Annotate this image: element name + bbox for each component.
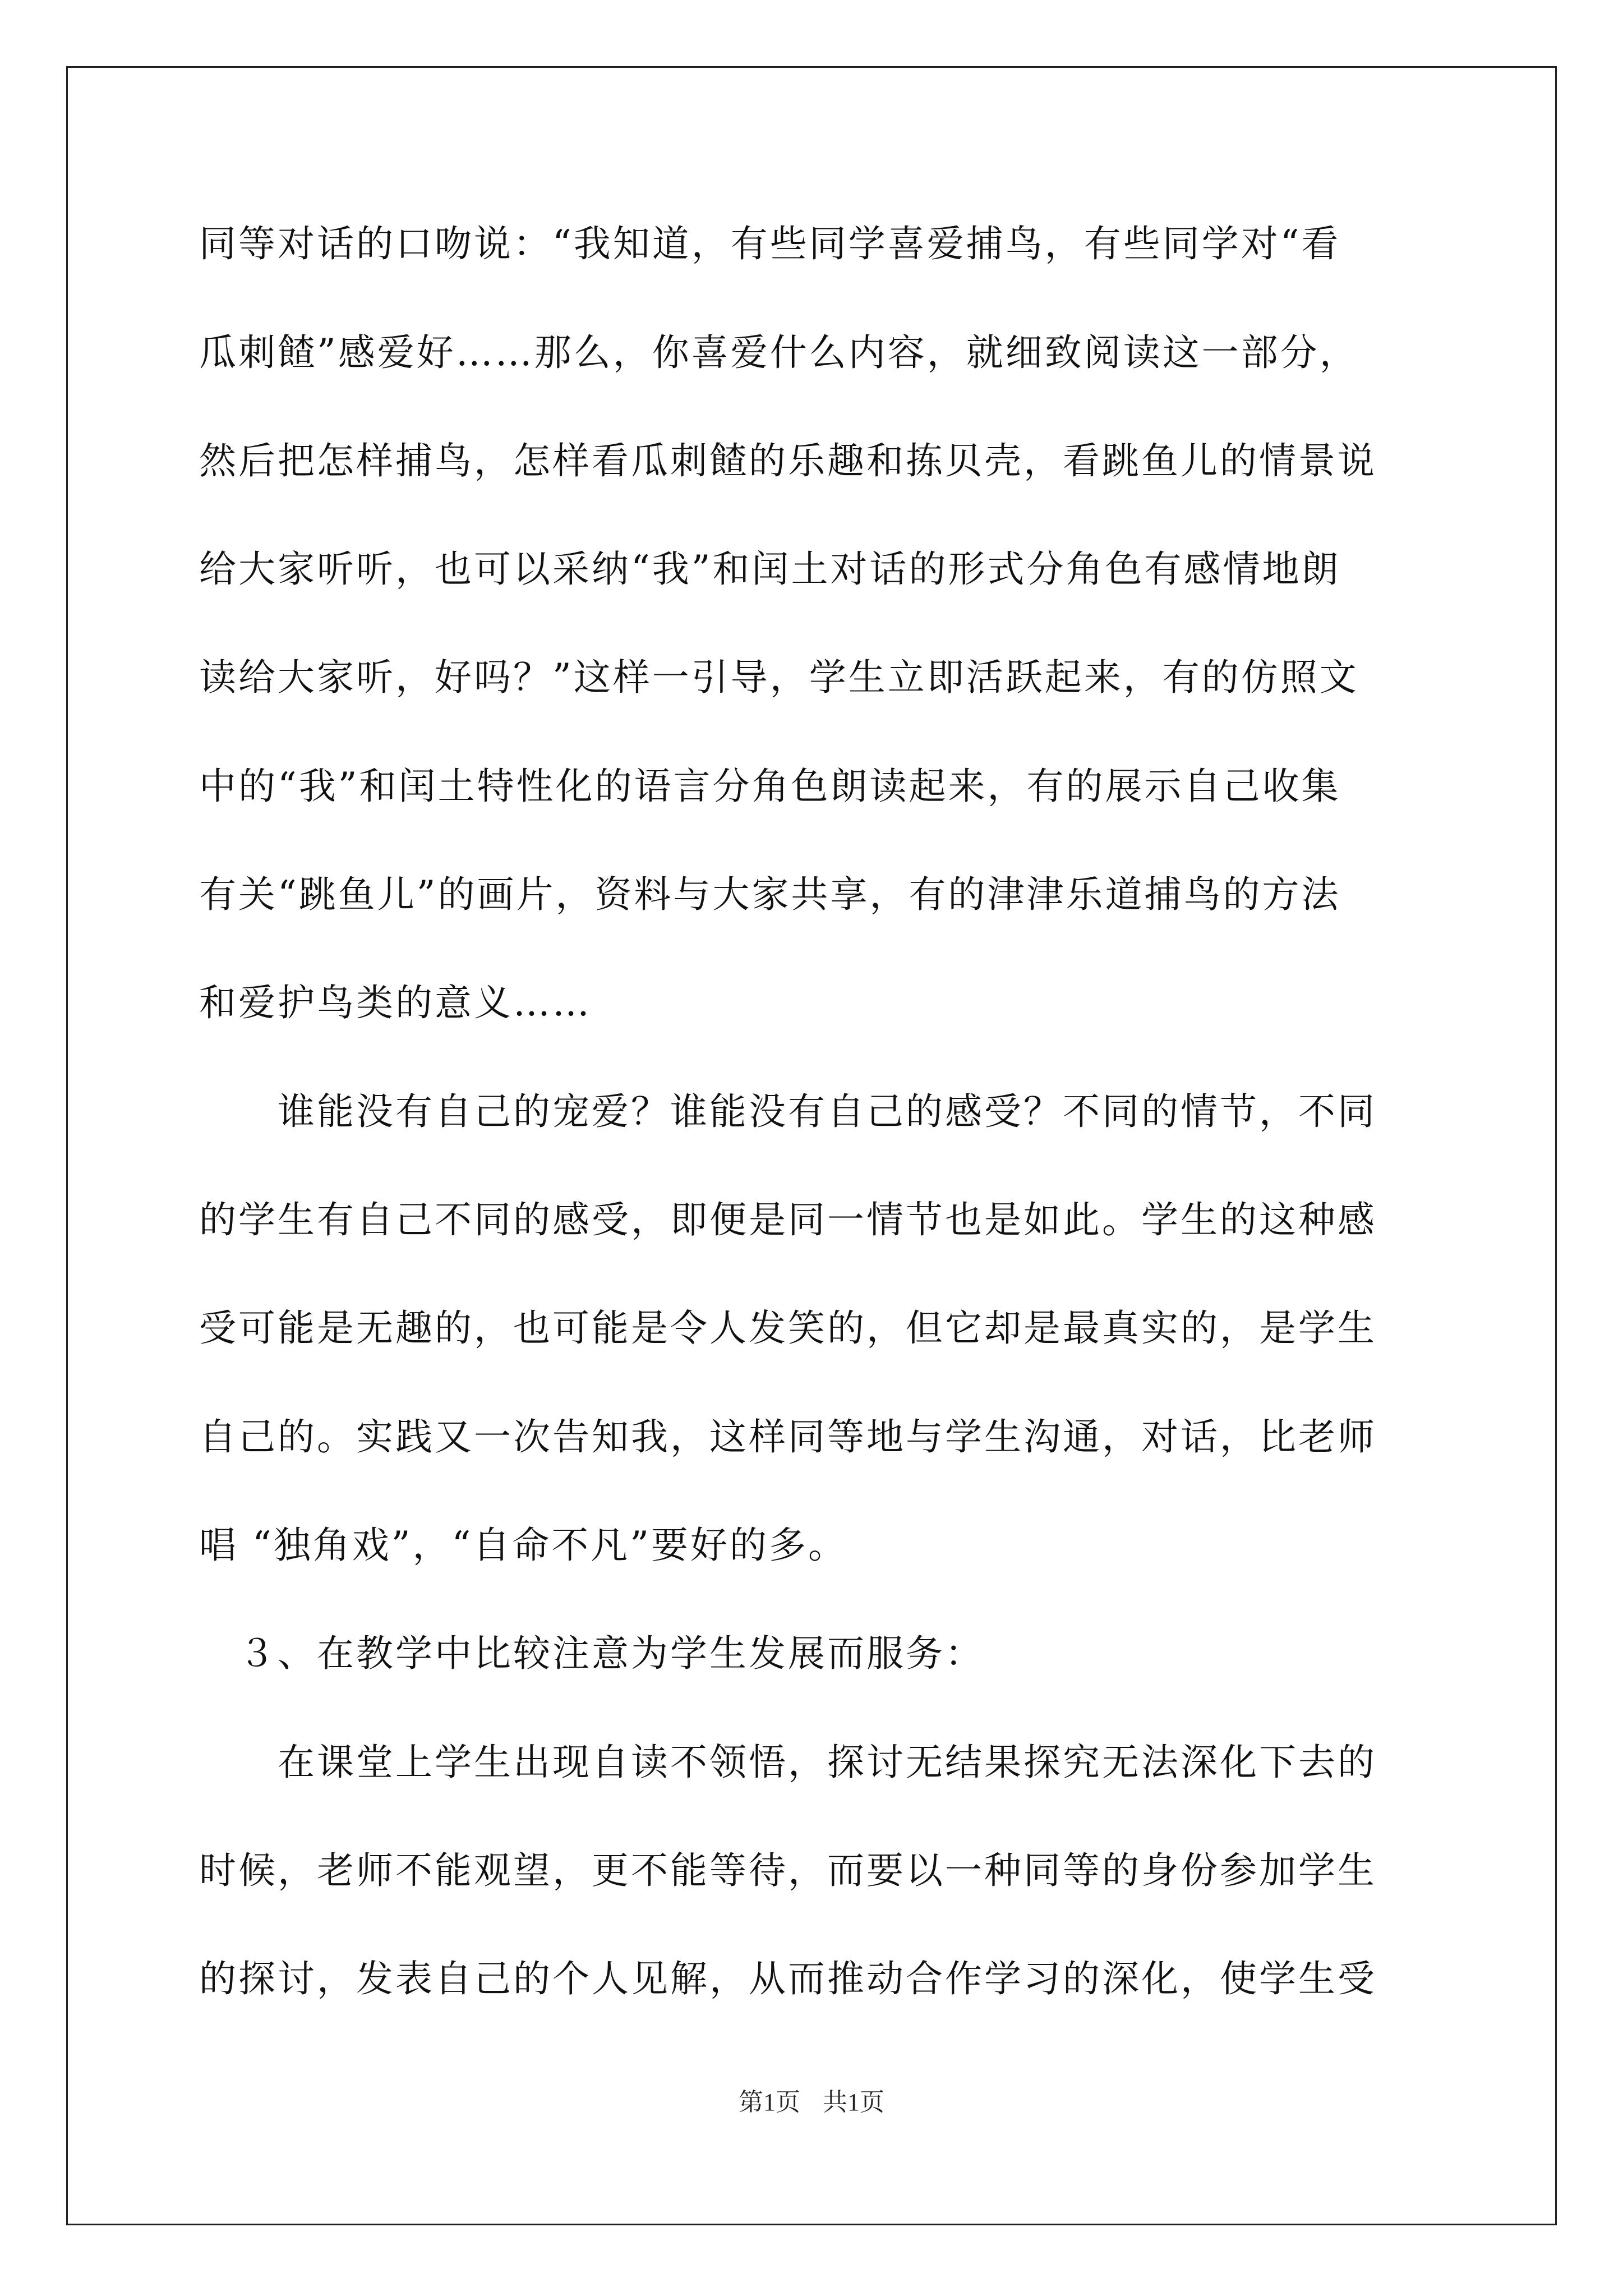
text-line-8: 和爱护鸟类的意义…… [199, 981, 592, 1024]
text-line-14: ３、在教学中比较注意为学生发展而服务： [199, 1632, 984, 1675]
text-line-16: 时候，老师不能观望，更不能等待，而要以一种同等的身份参加学生 [199, 1849, 1377, 1892]
text-line-12: 自己的。实践又一次告知我，这样同等地与学生沟通，对话，比老师 [199, 1415, 1377, 1458]
text-line-7: 有关“跳鱼儿”的画片，资料与大家共享，有的津津乐道捕鸟的方法 [199, 873, 1341, 916]
text-line-15: 在课堂上学生出现自读不领悟，探讨无结果探究无法深化下去的 [199, 1741, 1377, 1784]
text-line-2: 瓜刺餷”感爱好……那么，你喜爱什么内容，就细致阅读这一部分， [199, 331, 1359, 374]
text-line-17: 的探讨，发表自己的个人见解，从而推动合作学习的深化，使学生受 [199, 1957, 1377, 2000]
text-line-9: 谁能没有自己的宠爱？谁能没有自己的感受？不同的情节，不同 [199, 1090, 1377, 1133]
page-total: 共1页 [823, 2088, 884, 2116]
text-line-13: 唱 “独角戏”，“自命不凡”要好的多。 [199, 1524, 847, 1567]
page-footer [0, 2086, 1623, 2119]
page-border [66, 66, 1557, 2225]
text-line-5: 读给大家听，好吗？”这样一引导，学生立即活跃起来，有的仿照文 [199, 656, 1359, 699]
text-line-6: 中的“我”和闰土特性化的语言分角色朗读起来，有的展示自己收集 [199, 765, 1341, 808]
text-line-10: 的学生有自己不同的感受，即便是同一情节也是如此。学生的这种感 [199, 1198, 1377, 1241]
text-line-4: 给大家听听，也可以采纳“我”和闰土对话的形式分角色有感情地朗 [199, 547, 1341, 591]
text-line-3: 然后把怎样捕鸟，怎样看瓜刺餷的乐趣和拣贝壳，看跳鱼儿的情景说 [199, 439, 1377, 482]
text-line-1: 同等对话的口吻说：“我知道，有些同学喜爱捕鸟，有些同学对“看 [199, 222, 1341, 265]
page-number: 第1页 [739, 2088, 800, 2116]
text-line-11: 受可能是无趣的，也可能是令人发笑的，但它却是最真实的，是学生 [199, 1306, 1377, 1350]
